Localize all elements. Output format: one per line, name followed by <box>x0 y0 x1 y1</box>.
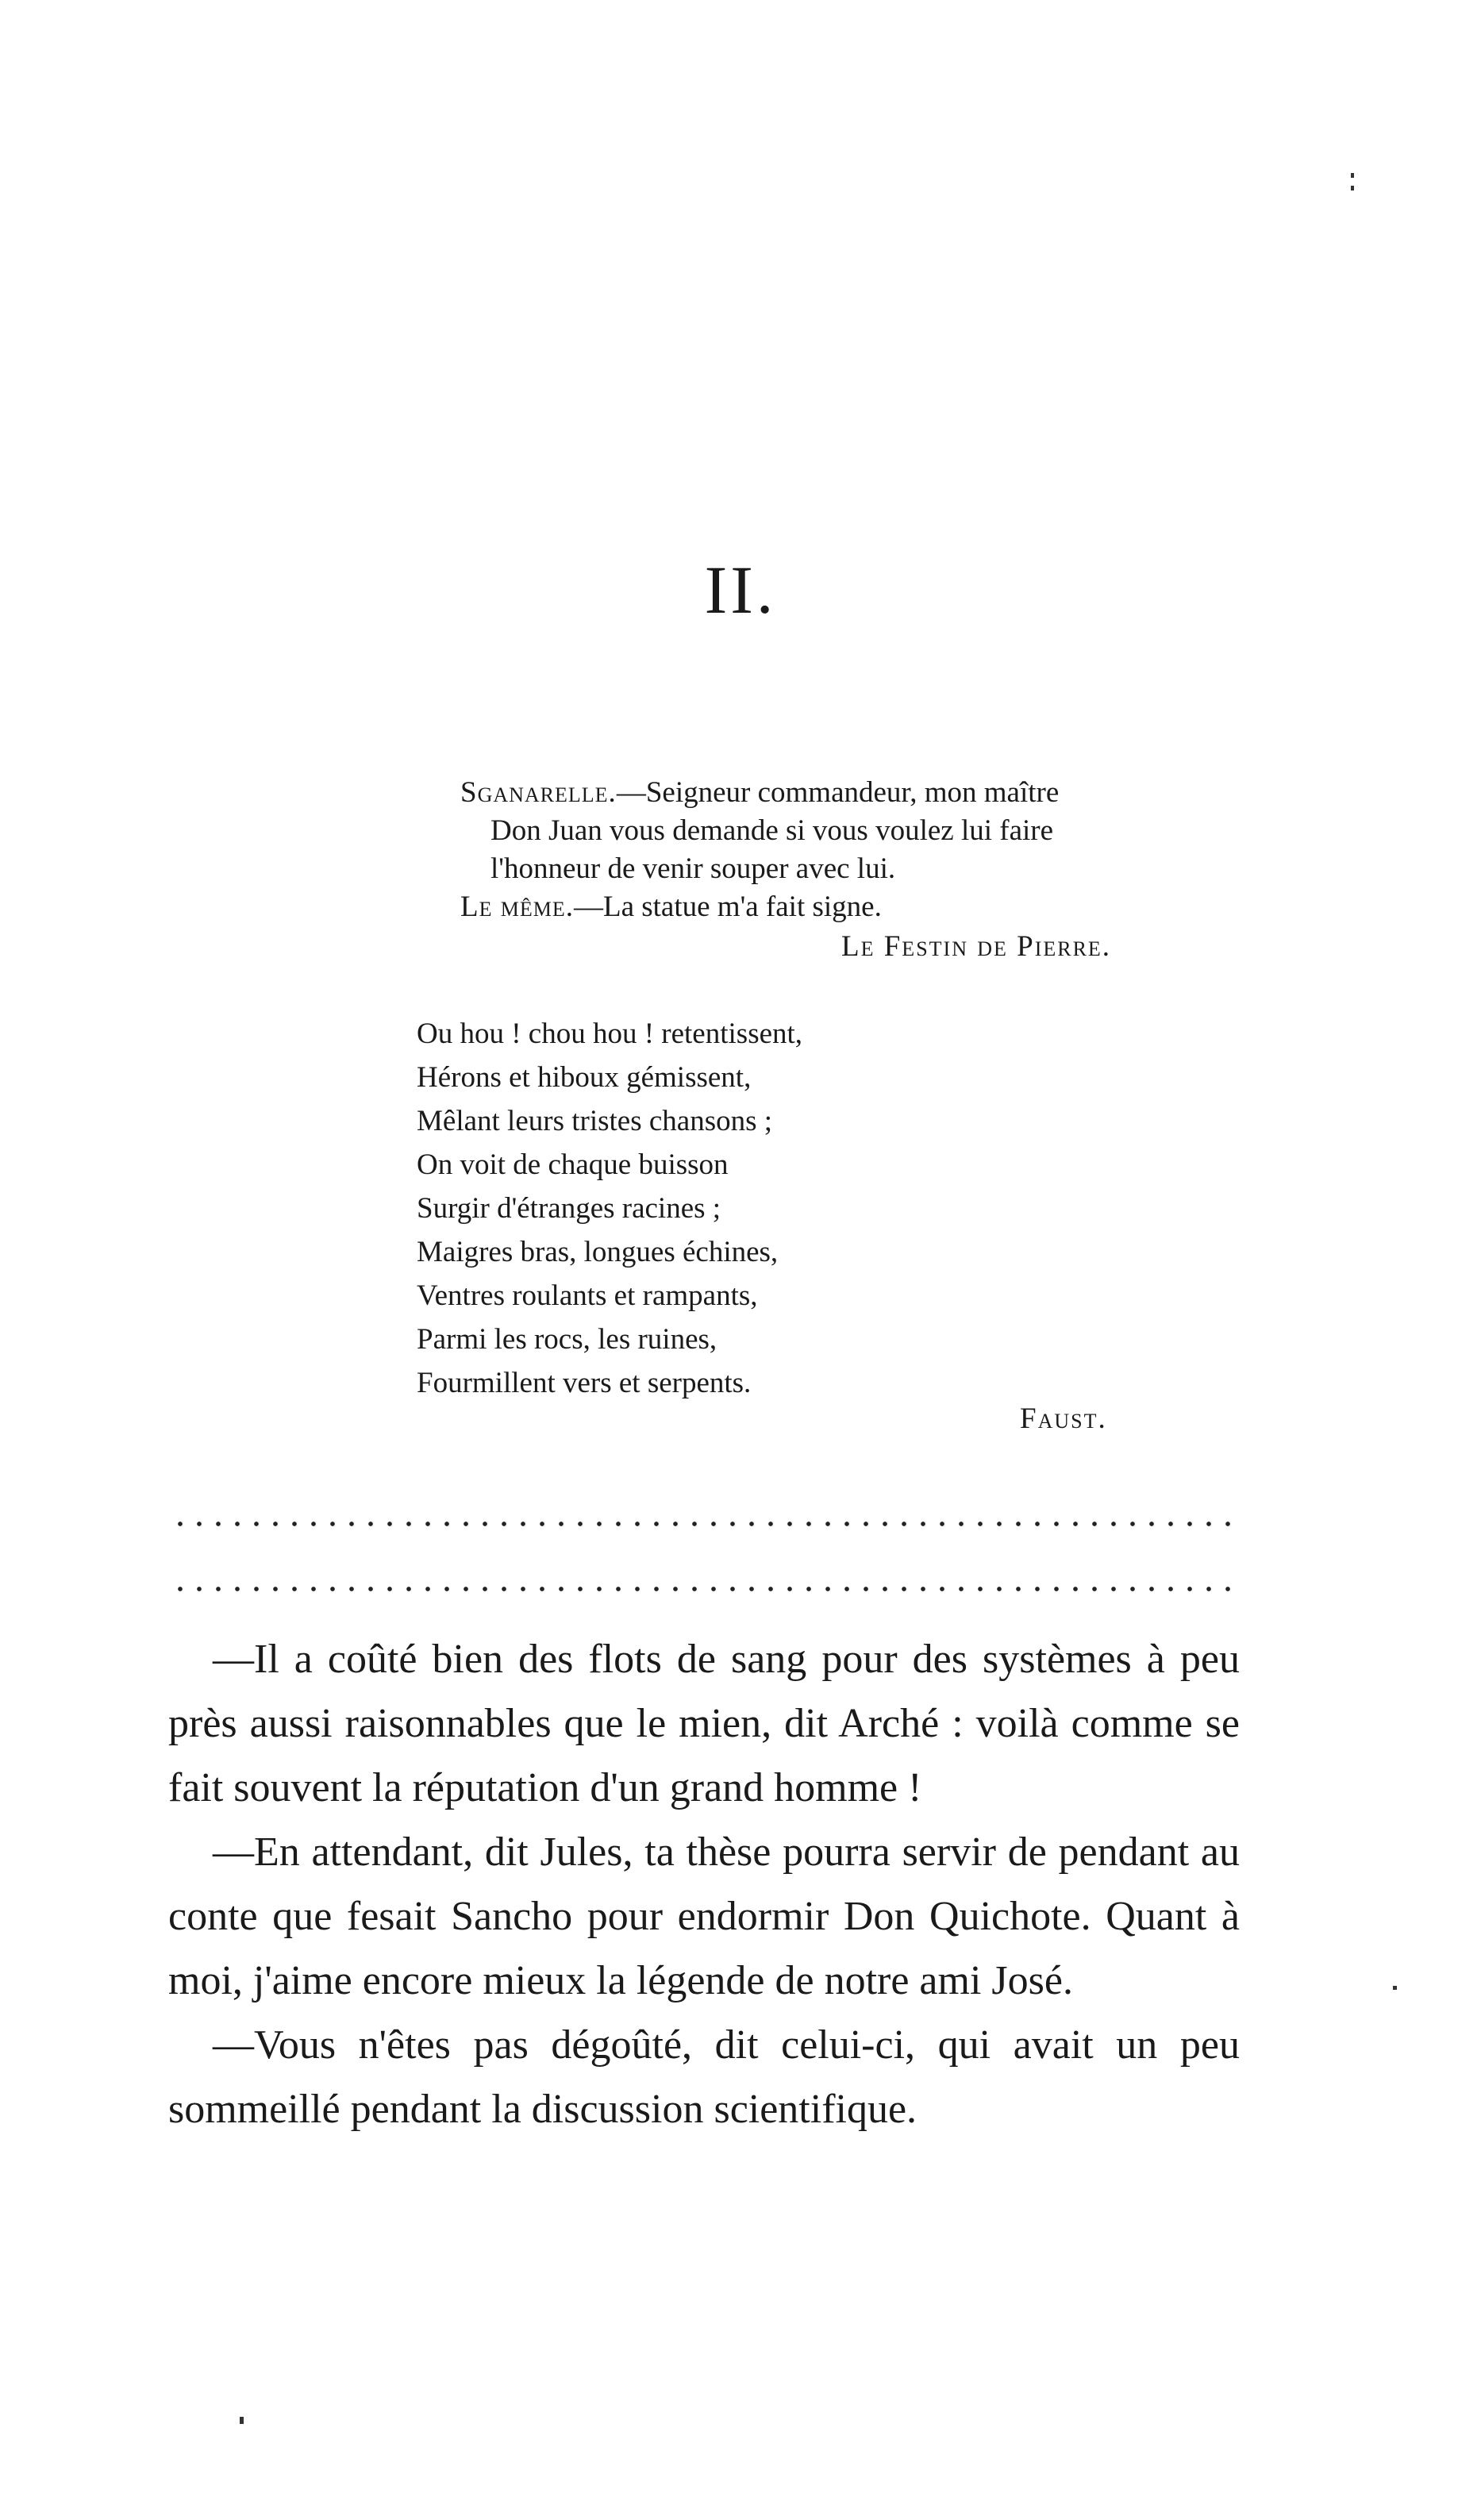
poem-source: Faust. <box>1020 1402 1107 1435</box>
paragraph: —En attendant, dit Jules, ta thèse pourra servir de pendant au conte que fesait Sancho pour endormir Don Quichote. Quant à moi, j'aime encore mieux la légende de notre ami José. <box>168 1829 1240 2003</box>
epigraph-speech-1 <box>460 774 1254 888</box>
body-text <box>168 1627 1240 2141</box>
speech-line: Don Juan vous demande si vous voulez lui faire <box>490 814 1054 847</box>
speech-line: l'honneur de venir souper avec lui. <box>490 852 896 885</box>
speech-line: —La statue m'a fait signe. <box>573 891 882 923</box>
poem-line: Surgir d'étranges racines ; <box>417 1192 721 1225</box>
poem-line: On voit de chaque buisson <box>417 1148 729 1181</box>
poem-line: Mêlant leurs tristes chansons ; <box>417 1105 773 1137</box>
paragraph: —Vous n'êtes pas dégoûté, dit celui-ci, qui avait un peu sommeillé pendant la discussion scientifique. <box>168 2022 1240 2132</box>
epigraph-source: Le Festin de Pierre. <box>841 930 1112 963</box>
ellipsis-divider <box>171 1586 1234 1592</box>
speaker-name: Sganarelle. <box>460 776 617 809</box>
poem-line: Maigres bras, longues échines, <box>417 1236 779 1268</box>
page-speck <box>1351 173 1354 178</box>
poem-line: Ventres roulants et rampants, <box>417 1279 758 1312</box>
ellipsis-divider <box>171 1521 1234 1527</box>
poem-line: Fourmillent vers et serpents. <box>417 1367 752 1399</box>
poem-line: Parmi les rocs, les ruines, <box>417 1323 717 1356</box>
page-speck <box>1393 1986 1397 1990</box>
poem-line: Ou hou ! chou hou ! retentissent, <box>417 1018 803 1050</box>
page-speck <box>240 2417 244 2424</box>
speaker-name: Le même. <box>460 891 574 923</box>
speech-line: —Seigneur commandeur, mon maître <box>616 776 1060 809</box>
poem-line: Hérons et hiboux gémissent, <box>417 1061 752 1094</box>
faust-epigraph <box>417 1012 1210 1441</box>
page-speck <box>1351 186 1354 190</box>
paragraph: —Il a coûté bien des flots de sang pour des systèmes à peu près aussi raisonnables que le mien, dit Arché : voilà comme se fait souvent la réputation d'un grand homme ! <box>168 1637 1240 1810</box>
epigraph-speech-2 <box>460 888 1254 926</box>
chapter-title: II. <box>704 552 777 628</box>
moliere-epigraph <box>460 774 1254 966</box>
